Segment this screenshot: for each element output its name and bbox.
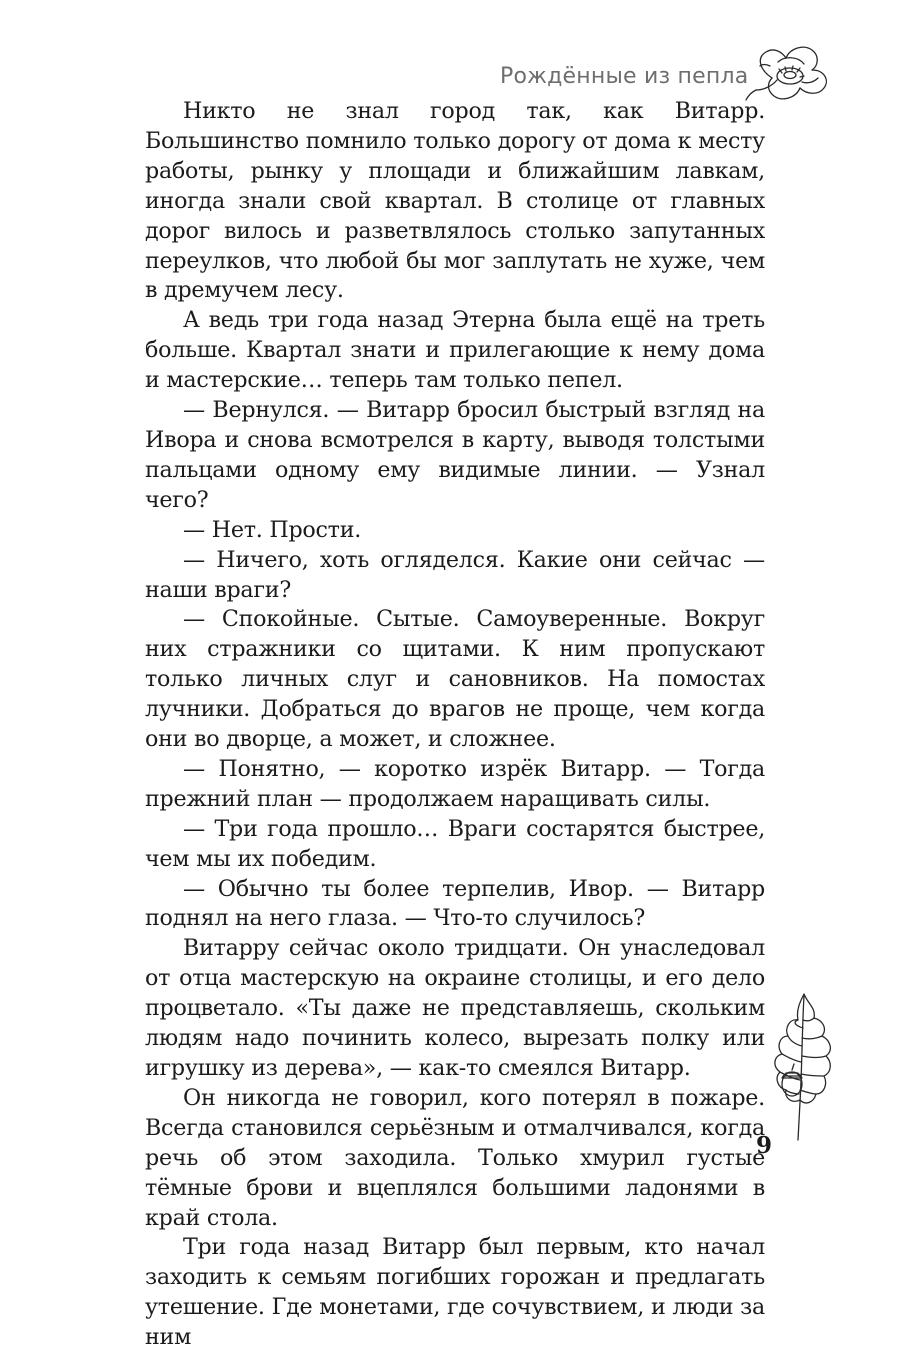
paragraph: — Спокойные. Сытые. Самоуверенные. Вокруг них стражники со щитами. К ним пропускают только личных слуг и сановников. На помостах лучники. Добраться до врагов не проще, чем когда они во дворце, а может, и сложнее. xyxy=(145,606,765,753)
page-number: 9 xyxy=(755,1132,772,1159)
paragraph: Витарру сейчас около тридцати. Он унаследовал от отца мастерскую на окраине столицы, и его дело процветало. «Ты даже не представляешь, скольким людям надо починить колесо, вырезать полку или игрушку из дерева», — как-то смеялся Витарр. xyxy=(145,935,765,1081)
paragraph: А ведь три года назад Этерна была ещё на треть больше. Квартал знати и прилегающие к нему дома и мастерские… теперь там только пепел. xyxy=(145,307,765,394)
paragraph: Никто не знал город так, как Витарр. Большинство помнило только дорогу от дома к месту работы, рынку у площади и ближайшим лавкам, иногда знали свой квартал. В столице от главных дорог вилось и разветвлялось столько запутанных переулков, что любой бы мог заплутать не хуже, чем в дремучем лесу. xyxy=(145,98,765,304)
paragraph: Три года назад Витарр был первым, кто начал заходить к семьям погибших горожан и предлагать утешение. Где монетами, где сочувствием, и люди за ним xyxy=(145,1234,765,1351)
running-head-title: Рождённые из пепла xyxy=(500,64,749,89)
paragraph: — Нет. Прости. xyxy=(183,516,362,543)
oak-leaf-acorn-icon xyxy=(762,990,842,1160)
paragraph: — Вернулся. — Витарр бросил быстрый взгляд на Ивора и снова всмотрелся в карту, выводя толстыми пальцами одному ему видимые линии. — Узнал чего? xyxy=(145,397,765,513)
body-text xyxy=(145,97,765,1353)
paragraph: — Ничего, хоть огляделся. Какие они сейчас — наши враги? xyxy=(145,546,765,603)
paragraph: Он никогда не говорил, кого потерял в пожаре. Всегда становился серьёзным и отмалчивался, когда речь об этом заходила. Только хмурил густые тёмные брови и вцеплялся большими ладонями в край стола. xyxy=(145,1084,765,1231)
paragraph: — Понятно, — коротко изрёк Витарр. — Тогда прежний план — продолжаем наращивать силы. xyxy=(145,755,765,812)
paragraph: — Обычно ты более терпелив, Ивор. — Витарр поднял на него глаза. — Что-то случилось? xyxy=(145,875,765,932)
paragraph: — Три года прошло… Враги состарятся быстрее, чем мы их победим. xyxy=(145,815,765,872)
